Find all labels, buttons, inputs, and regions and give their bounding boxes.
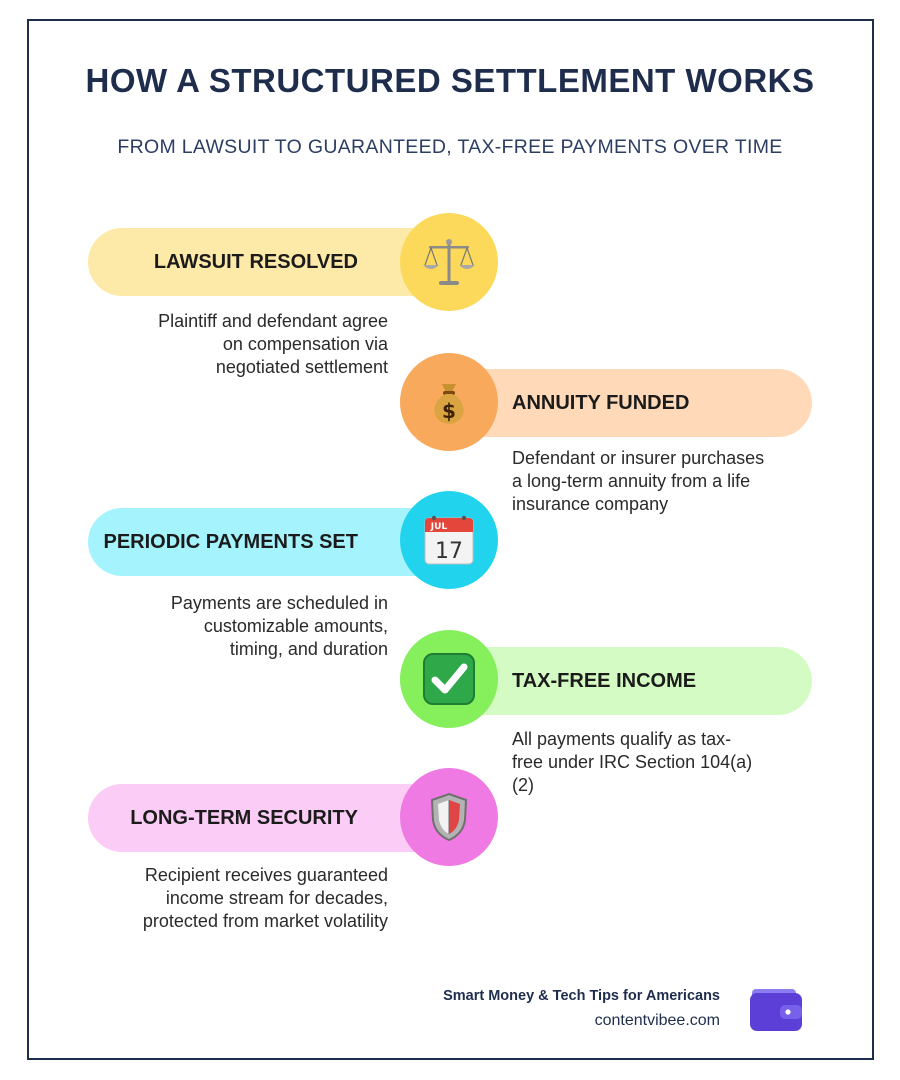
step-label: TAX-FREE INCOME (512, 669, 697, 692)
calendar-day: 17 (435, 539, 463, 564)
step-long-term-security-circle (400, 768, 498, 866)
step-tax-free-income-circle (400, 630, 498, 728)
footer-website-link[interactable]: contentvibee.com (594, 1012, 720, 1029)
balance-scale-icon (421, 235, 477, 289)
wallet-icon (750, 983, 802, 1031)
check-mark-icon (423, 653, 475, 705)
step-periodic-payments-circle (400, 491, 498, 589)
step-label: ANNUITY FUNDED (512, 391, 690, 414)
step-tax-free-income-description: All payments qualify as tax- free under IRC Section 104(a) (2) (512, 729, 753, 795)
step-annuity-funded-circle (400, 353, 498, 451)
money-bag-icon (427, 378, 471, 426)
step-annuity-funded-description: Defendant or insurer purchases a long-term annuity from a life insurance company (512, 448, 765, 514)
svg-text:$: $ (442, 399, 456, 423)
step-periodic-payments-description: Payments are scheduled in customizable amounts, timing, and duration (170, 593, 388, 659)
page-title: HOW A STRUCTURED SETTLEMENT WORKS (85, 62, 815, 99)
page-subtitle: FROM LAWSUIT TO GUARANTEED, TAX-FREE PAYMENTS OVER TIME (117, 136, 783, 158)
step-long-term-security-description: Recipient receives guaranteed income stream for decades, protected from market volatility (142, 865, 388, 931)
step-label: LAWSUIT RESOLVED (153, 250, 358, 273)
step-label: LONG-TERM SECURITY (130, 806, 358, 829)
footer-tagline: Smart Money & Tech Tips for Americans (443, 988, 720, 1004)
step-lawsuit-resolved-circle (400, 213, 498, 311)
shield-icon (429, 792, 469, 842)
step-lawsuit-resolved-description: Plaintiff and defendant agree on compensation via negotiated settlement (158, 311, 388, 377)
calendar-month: JUL (430, 522, 448, 532)
step-label: PERIODIC PAYMENTS SET (103, 530, 358, 553)
calendar-icon (423, 514, 475, 566)
